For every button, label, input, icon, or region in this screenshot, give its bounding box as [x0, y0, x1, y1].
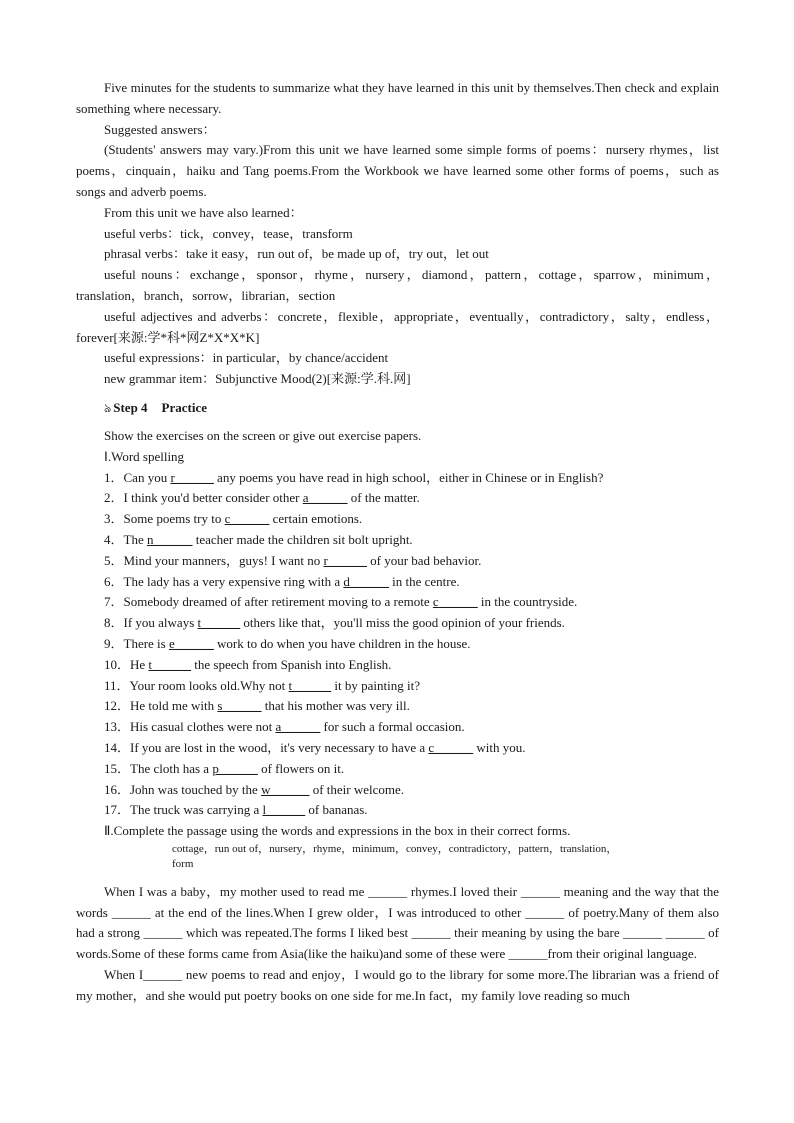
exercise-text-before: 11．Your room looks old.Why not	[104, 677, 289, 693]
exercise-text-after: of bananas.	[305, 802, 368, 818]
exercise-text-after: others like that，you'll miss the good opinion of your friends.	[240, 615, 565, 631]
exercise-blank[interactable]: n______	[146, 531, 193, 547]
answer-paragraph: (Students' answers may vary.)From this unit we have learned some simple forms of poems：nursery rhymes，list poems，cinquain，haiku and Tang poems.From the Workbook we have learned some other forms of poems，such as songs and adverb poems.	[76, 142, 719, 199]
exercise-item	[76, 800, 719, 821]
step-label: Step 4	[113, 399, 148, 415]
exercise-blank[interactable]: t______	[288, 677, 332, 693]
exercise-text-before: 14．If you are lost in the wood，it's very necessary to have a	[104, 739, 429, 755]
exercise-text-after: that his mother was very ill.	[261, 698, 410, 714]
exercise-text-after: the speech from Spanish into English.	[191, 656, 392, 672]
practice-instruction: Show the exercises on the screen or give out exercise papers.	[104, 427, 422, 443]
exercise-item	[76, 717, 719, 738]
word-spelling-list	[76, 468, 719, 822]
suggested-answers-label: Suggested answers：	[104, 121, 216, 137]
exercise-blank[interactable]: p______	[212, 760, 258, 776]
exercise-text-before: 3．Some poems try to	[104, 511, 225, 527]
exercise-text-after: work to do when you have children in the house.	[213, 635, 471, 651]
exercise-item	[76, 613, 719, 634]
exercise-blank[interactable]: s______	[217, 698, 262, 714]
useful-expressions: useful expressions：in particular，by chance/accident	[104, 350, 389, 366]
exercise-text-after: with you.	[473, 739, 526, 755]
passage-paragraph-2: When I______ new poems to read and enjoy，I would go to the library for some more.The librarian was a friend of my mother，and she would put poetry books on one side for me.In fact，my family love reading so much	[76, 967, 719, 1003]
exercise-text-before: 7．Somebody dreamed of after retirement moving to a remote	[104, 594, 433, 610]
exercise-blank[interactable]: a______	[302, 490, 348, 506]
step-heading	[104, 398, 719, 418]
exercise-item	[76, 759, 719, 780]
exercise-blank[interactable]: r______	[170, 469, 214, 485]
grammar-item: new grammar item：Subjunctive Mood(2)[来源:学.科.网]	[104, 371, 411, 387]
exercise-text-after: for such a formal occasion.	[320, 719, 465, 735]
also-learned-label: From this unit we have also learned：	[104, 204, 303, 220]
exercise-text-before: 15．The cloth has a	[104, 760, 213, 776]
exercise-item	[76, 468, 719, 489]
exercise-blank[interactable]: d______	[343, 573, 389, 589]
exercise-item	[76, 488, 719, 509]
step-mark-icon: ঌ	[104, 400, 112, 415]
exercise-blank[interactable]: c______	[224, 511, 270, 527]
passage-paragraph-1: When I was a baby，my mother used to read me ______ rhymes.I loved their ______ meaning and the way that the words ______ at the end of the lines.When I grew older，I was introduced to other ______ of poetry.Many of them also had a strong ______ which was repeated.The forms I liked best ______ their meaning by using the bare ______ ______ of words.Some of these forms came from Asia(like the haiku)and some of these were ______from their original language.	[76, 883, 719, 962]
exercise-text-after: in the centre.	[388, 573, 460, 589]
exercise-text-before: 13．His casual clothes were not	[104, 719, 276, 735]
exercise-item	[76, 551, 719, 572]
exercise-text-before: 6．The lady has a very expensive ring with a	[104, 573, 344, 589]
phrasal-verbs: phrasal verbs：take it easy，run out of，be made up of，try out，let out	[104, 246, 489, 262]
exercise-blank[interactable]: l______	[262, 802, 306, 818]
step-title: Practice	[161, 399, 208, 415]
exercise-blank[interactable]: w______	[261, 781, 310, 797]
exercise-item	[76, 592, 719, 613]
document-page	[76, 78, 719, 1007]
exercise-item	[76, 780, 719, 801]
part1-title: Ⅰ.Word spelling	[104, 448, 185, 464]
exercise-item	[76, 509, 719, 530]
exercise-item	[76, 572, 719, 593]
exercise-text-after: it by painting it?	[331, 677, 420, 693]
exercise-text-before: 17．The truck was carrying a	[104, 802, 263, 818]
useful-adjectives: useful adjectives and adverbs：concrete，flexible，appropriate，eventually，contradictory，salty，endless，forever[来源:学*科*网Z*X*X*K]	[76, 308, 719, 345]
exercise-text-after: in the countryside.	[477, 594, 578, 610]
exercise-text-after: of your bad behavior.	[366, 552, 482, 568]
exercise-blank[interactable]: t______	[148, 656, 192, 672]
exercise-text-before: 1．Can you	[104, 469, 171, 485]
exercise-blank[interactable]: c______	[428, 739, 474, 755]
exercise-text-before: 12．He told me with	[104, 698, 218, 714]
exercise-text-before: 9．There is	[104, 635, 169, 651]
exercise-item	[76, 676, 719, 697]
exercise-text-after: any poems you have read in high school，either in Chinese or in English?	[213, 469, 604, 485]
exercise-text-before: 5．Mind your manners，guys! I want no	[104, 552, 324, 568]
exercise-text-after: teacher made the children sit bolt upright.	[192, 531, 413, 547]
exercise-text-before: 8．If you always	[104, 615, 198, 631]
word-box: cottage，run out of，nursery，rhyme，minimum，convey，contradictory，pattern，translation，form	[172, 842, 618, 870]
exercise-item	[76, 634, 719, 655]
exercise-item	[76, 530, 719, 551]
exercise-blank[interactable]: a______	[275, 719, 321, 735]
exercise-text-after: of flowers on it.	[257, 760, 345, 776]
exercise-blank[interactable]: c______	[432, 594, 478, 610]
exercise-blank[interactable]: e______	[168, 635, 214, 651]
exercise-text-before: 10．He	[104, 656, 149, 672]
exercise-blank[interactable]: t______	[197, 615, 241, 631]
exercise-text-after: of their welcome.	[309, 781, 405, 797]
exercise-item	[76, 696, 719, 717]
exercise-blank[interactable]: r______	[323, 552, 367, 568]
exercise-item	[76, 738, 719, 759]
useful-nouns: useful nouns：exchange，sponsor，rhyme，nursery，diamond，pattern，cottage，sparrow，minimum，translation，branch，sorrow，librarian，section	[76, 267, 719, 303]
exercise-text-before: 2．I think you'd better consider other	[104, 490, 303, 506]
exercise-text-before: 4．The	[104, 531, 147, 547]
part2-title: Ⅱ.Complete the passage using the words and expressions in the box in their correct forms.	[104, 823, 571, 839]
exercise-item	[76, 655, 719, 676]
exercise-text-after: of the matter.	[347, 490, 420, 506]
intro-paragraph: Five minutes for the students to summarize what they have learned in this unit by themselves.Then check and explain something where necessary.	[76, 80, 719, 116]
exercise-text-after: certain emotions.	[269, 511, 363, 527]
exercise-text-before: 16．John was touched by the	[104, 781, 262, 797]
useful-verbs: useful verbs：tick，convey，tease，transform	[104, 225, 353, 241]
